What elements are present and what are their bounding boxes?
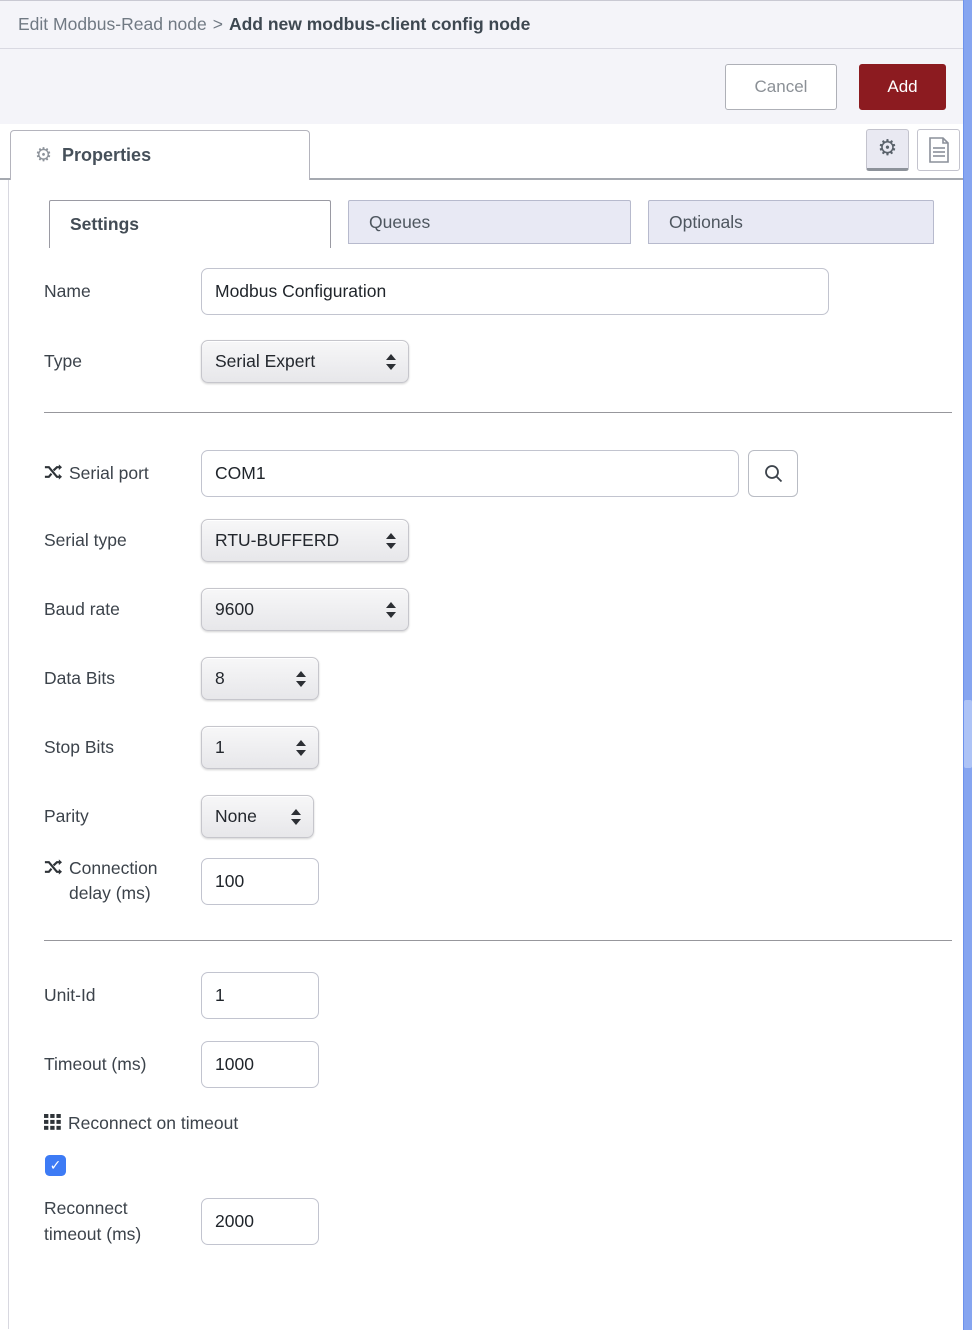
baud-rate-select-value: 9600 <box>215 599 254 619</box>
properties-panel <box>8 180 972 1329</box>
breadcrumb-parent[interactable]: Edit Modbus-Read node <box>18 14 207 34</box>
cancel-button[interactable]: Cancel <box>725 64 837 110</box>
unit-id-input[interactable] <box>201 972 319 1019</box>
tab-queues[interactable]: Queues <box>348 200 631 244</box>
random-icon <box>44 464 62 480</box>
unit-id-row <box>9 972 972 1019</box>
dialog-action-bar <box>0 49 972 124</box>
data-bits-select-value: 8 <box>215 668 225 688</box>
data-bits-label: Data Bits <box>44 667 115 688</box>
select-arrows-icon <box>296 740 306 756</box>
reconnect-timeout-row <box>9 1196 972 1247</box>
serial-type-label: Serial type <box>44 529 127 550</box>
serial-port-label: Serial port <box>44 461 201 486</box>
random-icon <box>44 859 62 875</box>
data-bits-select[interactable] <box>201 657 319 700</box>
serial-type-row <box>9 519 972 562</box>
properties-tab-label: Properties <box>62 145 152 165</box>
data-bits-row <box>9 657 972 700</box>
name-label: Name <box>44 280 91 301</box>
type-select-value: Serial Expert <box>215 351 316 371</box>
parity-select-value: None <box>215 806 257 826</box>
type-label: Type <box>44 350 82 371</box>
name-row <box>9 268 972 315</box>
select-arrows-icon <box>386 602 396 618</box>
document-icon <box>928 137 950 163</box>
reconnect-timeout-input[interactable] <box>201 1198 319 1245</box>
editor-toolbar <box>866 129 960 171</box>
config-sub-tabs <box>9 200 972 248</box>
name-input[interactable] <box>201 268 829 315</box>
serial-port-search-button[interactable] <box>748 450 798 497</box>
timeout-row <box>9 1041 972 1088</box>
section-divider <box>44 412 952 413</box>
tab-optionals[interactable]: Optionals <box>648 200 934 244</box>
reconnect-checkbox-row <box>9 1155 972 1176</box>
serial-type-select[interactable] <box>201 519 409 562</box>
parity-select[interactable] <box>201 795 314 838</box>
properties-tab-bar <box>0 124 972 180</box>
gear-icon: ⚙ <box>35 144 53 166</box>
connection-delay-input[interactable] <box>201 858 319 905</box>
node-description-button[interactable] <box>917 129 960 171</box>
connection-delay-row <box>9 856 972 907</box>
settings-form <box>9 248 972 1247</box>
select-arrows-icon <box>386 354 396 370</box>
scrollbar[interactable] <box>963 0 972 1330</box>
connection-delay-label: Connection delay (ms) <box>44 856 201 907</box>
edit-properties-button[interactable] <box>866 129 909 171</box>
baud-rate-label: Baud rate <box>44 598 120 619</box>
serial-port-row <box>9 450 972 497</box>
gear-icon: ⚙ <box>877 136 898 161</box>
select-arrows-icon <box>386 533 396 549</box>
section-divider <box>44 940 952 941</box>
stop-bits-row <box>9 726 972 769</box>
grid-icon <box>44 1114 61 1130</box>
reconnect-timeout-label: Reconnect timeout (ms) <box>44 1198 142 1244</box>
scrollbar-thumb[interactable] <box>964 700 972 768</box>
stop-bits-select[interactable] <box>201 726 319 769</box>
parity-row <box>9 795 972 838</box>
type-select[interactable] <box>201 340 409 383</box>
breadcrumb <box>0 0 972 49</box>
serial-type-select-value: RTU-BUFFERD <box>215 530 340 550</box>
tab-settings[interactable]: Settings <box>49 200 331 248</box>
baud-rate-select[interactable] <box>201 588 409 631</box>
unit-id-label: Unit-Id <box>44 984 96 1005</box>
parity-label: Parity <box>44 805 89 826</box>
stop-bits-label: Stop Bits <box>44 736 115 757</box>
reconnect-on-timeout-label: Reconnect on timeout <box>44 1111 238 1136</box>
type-row <box>9 340 972 383</box>
reconnect-on-timeout-row <box>9 1111 972 1136</box>
select-arrows-icon <box>291 809 301 825</box>
stop-bits-select-value: 1 <box>215 737 225 757</box>
timeout-input[interactable] <box>201 1041 319 1088</box>
serial-port-input[interactable] <box>201 450 739 497</box>
breadcrumb-separator: > <box>212 14 223 34</box>
tab-properties[interactable] <box>10 130 310 180</box>
search-icon <box>764 464 783 483</box>
breadcrumb-current: Add new modbus-client config node <box>228 14 531 34</box>
baud-rate-row <box>9 588 972 631</box>
add-button[interactable]: Add <box>859 64 946 110</box>
select-arrows-icon <box>296 671 306 687</box>
check-icon: ✓ <box>49 1157 62 1174</box>
timeout-label: Timeout (ms) <box>44 1053 147 1074</box>
reconnect-on-timeout-checkbox[interactable] <box>45 1155 66 1176</box>
